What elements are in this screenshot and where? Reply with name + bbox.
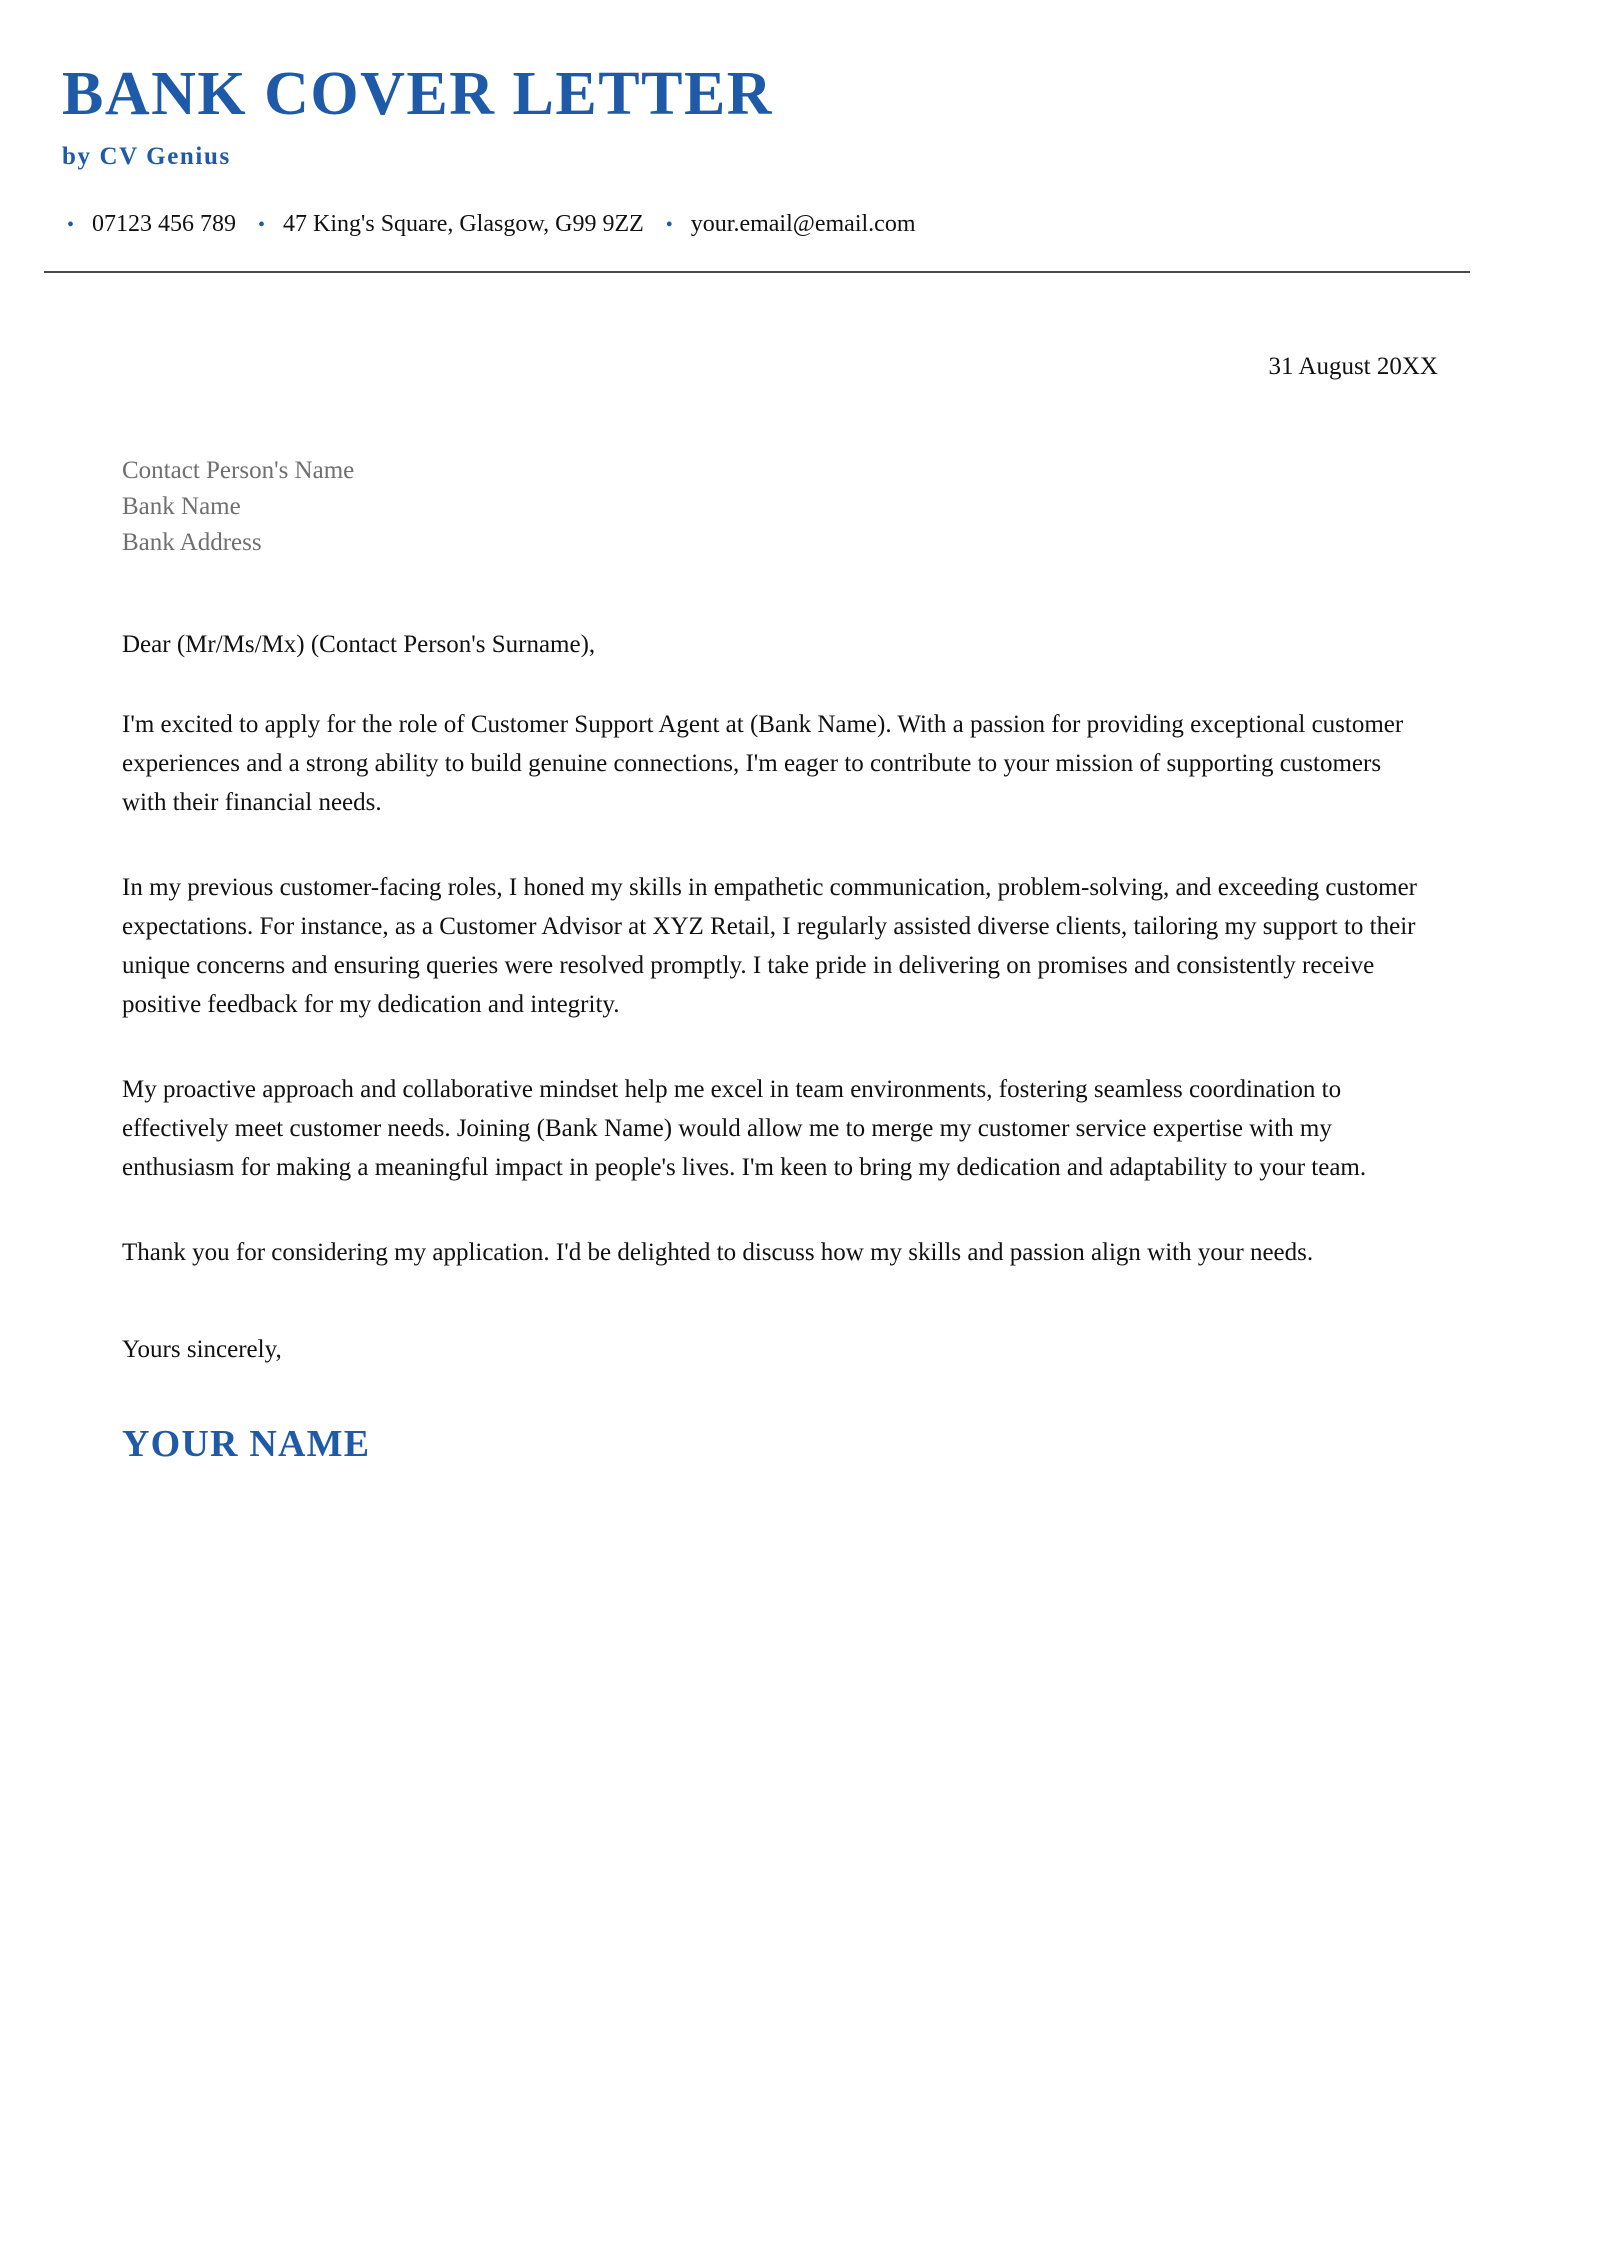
recipient-block bbox=[122, 453, 1460, 561]
recipient-address: Bank Address bbox=[122, 529, 262, 557]
recipient-organisation: Bank Name bbox=[122, 493, 241, 521]
letter-date: 31 August 20XX bbox=[1268, 353, 1438, 381]
body-paragraph: Thank you for considering my application. I'd be delighted to discuss how my skills and passion align with your needs. bbox=[122, 1239, 1314, 1267]
letter-body bbox=[0, 353, 1600, 1466]
body-paragraph: I'm excited to apply for the role of Customer Support Agent at (Bank Name). With a passion for providing exceptional customer experiences and a strong ability to build genuine connections, I'm eager to contribute to your mission of supporting customers with their financial needs. bbox=[122, 711, 1404, 817]
body-paragraph: In my previous customer-facing roles, I honed my skills in empathetic communication, problem-solving, and exceeding customer expectations. For instance, as a Customer Advisor at XYZ Retail, I regularly assisted diverse clients, tailoring my support to their unique concerns and ensuring queries were resolved promptly. I take pride in delivering on promises and consistently receive positive feedback for my dedication and integrity. bbox=[122, 874, 1418, 1019]
header-divider bbox=[44, 271, 1470, 273]
contact-phone: 07123 456 789 bbox=[92, 211, 237, 238]
bullet-icon: • bbox=[67, 213, 75, 236]
salutation: Dear (Mr/Ms/Mx) (Contact Person's Surname), bbox=[122, 631, 596, 659]
closing-salutation: Yours sincerely, bbox=[122, 1336, 282, 1364]
contact-address: 47 King's Square, Glasgow, G99 9ZZ bbox=[283, 211, 644, 238]
contact-details-row bbox=[62, 211, 1470, 238]
bullet-icon: • bbox=[665, 213, 673, 236]
body-paragraph: My proactive approach and collaborative mindset help me excel in team environments, fostering seamless coordination to effectively meet customer needs. Joining (Bank Name) would allow me to merge my customer service expertise with my enthusiasm for making a meaningful impact in people's lives. I'm keen to bring my dedication and adaptability to your team. bbox=[122, 1076, 1367, 1182]
bullet-icon: • bbox=[258, 213, 266, 236]
byline: by CV Genius bbox=[62, 143, 231, 171]
signature-name: YOUR NAME bbox=[122, 1423, 371, 1466]
contact-email: your.email@email.com bbox=[690, 211, 916, 238]
page-title: BANK COVER LETTER bbox=[62, 60, 774, 128]
letter-header bbox=[0, 0, 1600, 238]
recipient-contact-person: Contact Person's Name bbox=[122, 457, 355, 485]
